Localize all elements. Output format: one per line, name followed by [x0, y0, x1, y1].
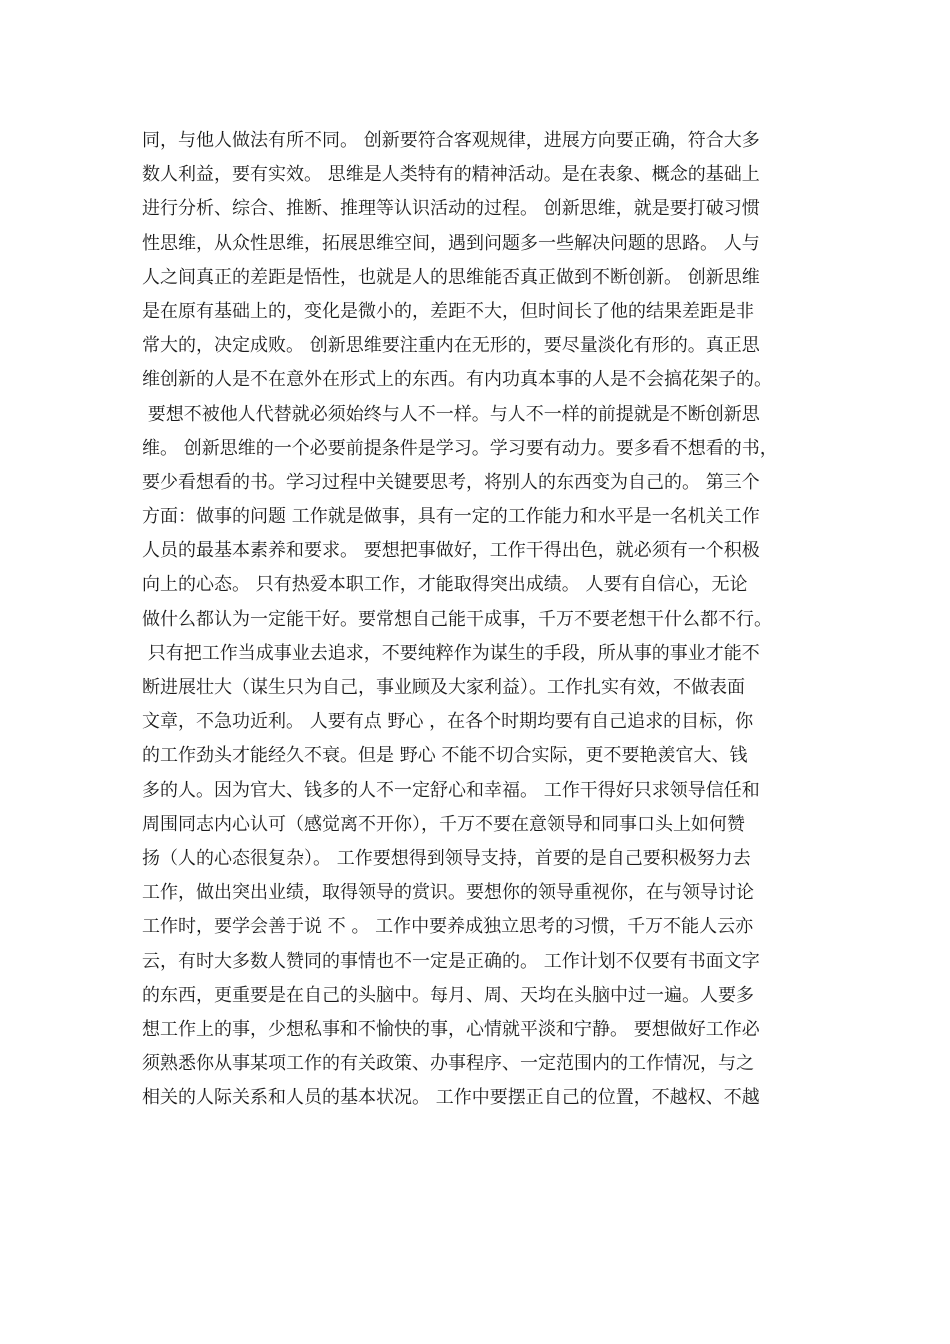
text-line: 常大的，决定成败。 创新思维要注重内在无形的，要尽量淡化有形的。真正思	[142, 335, 760, 357]
text-line: 工作，做出突出业绩，取得领导的赏识。要想你的领导重视你，在与领导讨论	[142, 882, 754, 904]
text-line: 的工作劲头才能经久不衰。但是 野心 不能不切合实际，更不要艳羡官大、钱	[142, 745, 748, 767]
text-line: 须熟悉你从事某项工作的有关政策、办事程序、一定范围内的工作情况，与之	[142, 1053, 754, 1075]
body-text	[142, 124, 822, 1115]
text-line: 多的人。因为官大、钱多的人不一定舒心和幸福。 工作干得好只求领导信任和	[142, 779, 760, 801]
text-line: 工作时，要学会善于说 不 。 工作中要养成独立思考的习惯，千万不能人云亦	[142, 916, 754, 938]
text-line: 性思维，从众性思维，拓展思维空间，遇到问题多一些解决问题的思路。 人与	[142, 232, 760, 254]
text-line: 方面：做事的问题 工作就是做事，具有一定的工作能力和水平是一名机关工作	[142, 506, 760, 528]
text-line: 的东西，更重要是在自己的头脑中。每月、周、天均在头脑中过一遍。人要多	[142, 984, 754, 1006]
text-line: 人员的最基本素养和要求。 要想把事做好，工作干得出色，就必须有一个积极	[142, 540, 760, 562]
text-line: 断进展壮大（谋生只为自己，事业顾及大家利益）。工作扎实有效，不做表面	[142, 677, 745, 698]
text-line: 要少看想看的书。学习过程中关键要思考，将别人的东西变为自己的。 第三个	[142, 471, 760, 493]
text-line: 只有把工作当成事业去追求，不要纯粹作为谋生的手段，所从事的事业才能不	[142, 642, 760, 664]
text-line: 是在原有基础上的，变化是微小的，差距不大，但时间长了他的结果差距是非	[142, 300, 754, 322]
text-line: 文章，不急功近利。 人要有点 野心 ，在各个时期均要有自己追求的目标，你	[142, 711, 754, 733]
text-line: 做什么都认为一定能干好。要常想自己能干成事，千万不要老想干什么都不行。	[142, 608, 772, 630]
text-line: 向上的心态。 只有热爱本职工作，才能取得突出成绩。 人要有自信心，无论	[142, 574, 748, 596]
text-line: 相关的人际关系和人员的基本状况。 工作中要摆正自己的位置，不越权、不越	[142, 1087, 760, 1109]
text-line: 维。 创新思维的一个必要前提条件是学习。学习要有动力。要多看不想看的书，	[142, 437, 778, 459]
text-line: 要想不被他人代替就必须始终与人不一样。与人不一样的前提就是不断创新思	[142, 403, 760, 425]
text-line: 同，与他人做法有所不同。 创新要符合客观规律，进展方向要正确，符合大多	[142, 130, 760, 151]
text-line: 维创新的人是不在意外在形式上的东西。有内功真本事的人是不会搞花架子的。	[142, 369, 772, 391]
text-line: 人之间真正的差距是悟性，也就是人的思维能否真正做到不断创新。 创新思维	[142, 266, 760, 288]
text-line: 想工作上的事，少想私事和不愉快的事，心情就平淡和宁静。 要想做好工作必	[142, 1018, 760, 1040]
text-line: 进行分析、综合、推断、推理等认识活动的过程。 创新思维，就是要打破习惯	[142, 198, 760, 220]
text-line: 云，有时大多数人赞同的事情也不一定是正确的。 工作计划不仅要有书面文字	[142, 950, 760, 972]
text-line: 周围同志内心认可（感觉离不开你），千万不要在意领导和同事口头上如何赞	[142, 813, 745, 835]
text-line: 数人利益，要有实效。 思维是人类特有的精神活动。是在表象、概念的基础上	[142, 164, 760, 186]
text-line: 扬（人的心态很复杂）。 工作要想得到领导支持，首要的是自己要积极努力去	[142, 847, 751, 869]
